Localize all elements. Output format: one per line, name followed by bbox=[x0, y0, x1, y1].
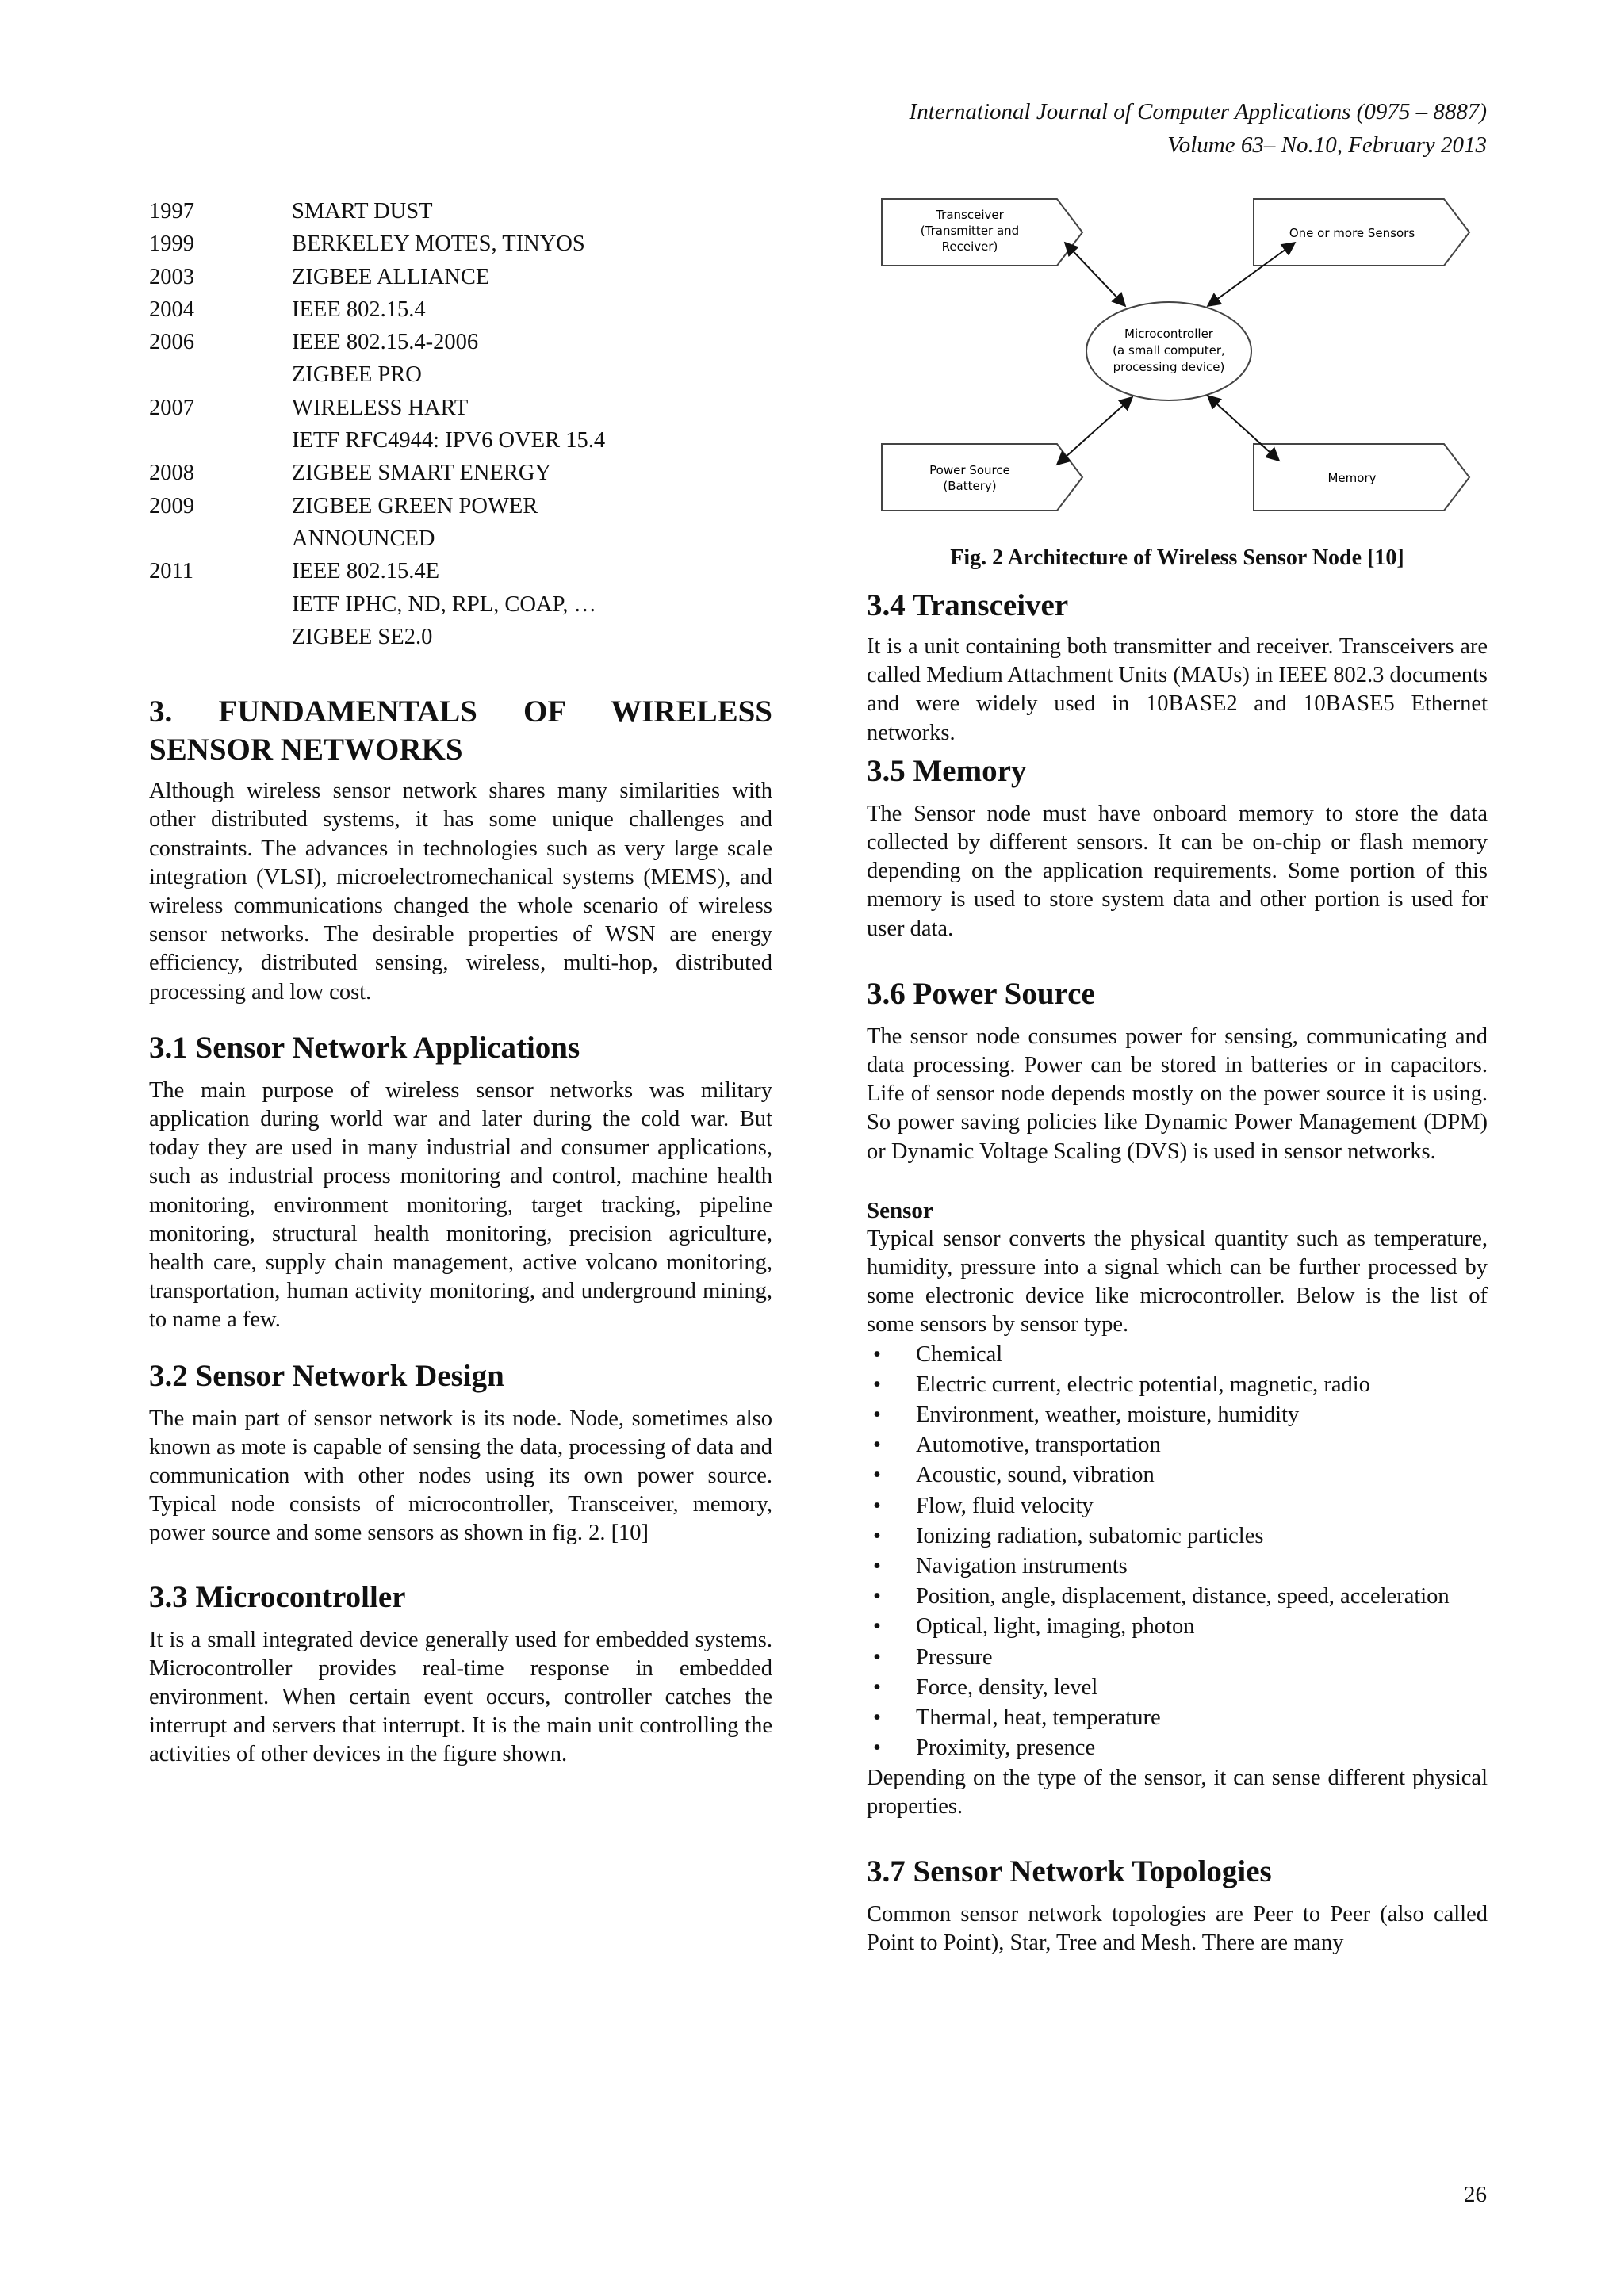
transceiver-box bbox=[882, 199, 1082, 266]
sensors-label: One or more Sensors bbox=[1289, 226, 1415, 240]
timeline-year: 2004 bbox=[149, 297, 194, 322]
sensor-list-item bbox=[867, 1491, 1488, 1521]
timeline-year bbox=[149, 621, 292, 653]
sensor-list-item bbox=[867, 1673, 1488, 1703]
timeline-event: IEEE 802.15.4E bbox=[292, 559, 440, 584]
timeline-year: 2007 bbox=[149, 395, 194, 420]
transceiver-label-2: (Transmitter and bbox=[920, 224, 1020, 238]
bullet-icon: • bbox=[873, 1341, 881, 1367]
section-3-5-title: 3.5 Memory bbox=[867, 753, 1027, 788]
microcontroller-label-1: Microcontroller bbox=[1124, 327, 1213, 341]
sensor-list-text: Pressure bbox=[916, 1644, 993, 1670]
timeline-row bbox=[149, 555, 772, 587]
arrow-transceiver-microcontroller bbox=[1065, 243, 1125, 306]
timeline-row bbox=[149, 228, 772, 260]
timeline-year bbox=[149, 588, 292, 621]
timeline-row bbox=[149, 621, 772, 653]
sensor-list-text: Flow, fluid velocity bbox=[916, 1493, 1094, 1518]
timeline-row bbox=[149, 326, 772, 358]
timeline-event: ZIGBEE PRO bbox=[292, 362, 422, 388]
timeline-event: IETF IPHC, ND, RPL, COAP, … bbox=[292, 591, 597, 617]
section-3-title-line1: 3. FUNDAMENTALS OF WIRELESS bbox=[149, 695, 772, 729]
sensor-list-text: Ionizing radiation, subatomic particles bbox=[916, 1523, 1264, 1548]
timeline-row bbox=[149, 588, 772, 621]
page-number: 26 bbox=[1464, 2182, 1487, 2207]
timeline-year: 1999 bbox=[149, 232, 194, 257]
sensor-list-item bbox=[867, 1370, 1488, 1400]
section-3-7-title: 3.7 Sensor Network Topologies bbox=[867, 1854, 1272, 1888]
section-3-6-body: The sensor node consumes power for sensing, communicating and data processing. Power can be stored in batteries or in capacitors. Life of sensor node depends mostly on the power source it is using. So power saving policies like Dynamic Power Management (DPM) or Dynamic Voltage Scaling (DVS) is used in sensor networks. bbox=[867, 1024, 1488, 1164]
timeline-year bbox=[149, 358, 292, 391]
timeline-event: WIRELESS HART bbox=[292, 395, 469, 420]
section-3-1-title: 3.1 Sensor Network Applications bbox=[149, 1030, 580, 1065]
bullet-icon: • bbox=[873, 1372, 881, 1397]
timeline-event: IEEE 802.15.4-2006 bbox=[292, 330, 479, 355]
sensor-list-item bbox=[867, 1733, 1488, 1763]
timeline-row bbox=[149, 522, 772, 555]
sensor-node-architecture-diagram bbox=[867, 195, 1488, 512]
microcontroller-ellipse bbox=[1086, 302, 1251, 400]
arrow-microcontroller-sensors bbox=[1208, 243, 1295, 306]
timeline-row bbox=[149, 195, 772, 228]
timeline-row bbox=[149, 293, 772, 326]
sensor-list-item bbox=[867, 1400, 1488, 1430]
sensors-box bbox=[1254, 199, 1469, 266]
section-3-6-title: 3.6 Power Source bbox=[867, 976, 1095, 1011]
timeline-row bbox=[149, 457, 772, 489]
section-3-3-title: 3.3 Microcontroller bbox=[149, 1579, 406, 1614]
sensor-list-text: Thermal, heat, temperature bbox=[916, 1705, 1161, 1731]
section-3-title-line2: SENSOR NETWORKS bbox=[149, 733, 463, 767]
power-source-label-1: Power Source bbox=[929, 463, 1010, 477]
timeline-row bbox=[149, 424, 772, 457]
timeline-year: 2009 bbox=[149, 493, 194, 519]
bullet-icon: • bbox=[873, 1493, 881, 1518]
figure-caption: Fig. 2 Architecture of Wireless Sensor Node [10] bbox=[950, 545, 1404, 570]
timeline-event: BERKELEY MOTES, TINYOS bbox=[292, 232, 585, 257]
bullet-icon: • bbox=[873, 1644, 881, 1670]
timeline-event: ANNOUNCED bbox=[292, 526, 435, 551]
timeline-event: IETF RFC4944: IPV6 OVER 15.4 bbox=[292, 428, 606, 453]
section-3-5-body: The Sensor node must have onboard memory to store the data collected by different sensors. It can be on-chip or flash memory depending on the application requirements. Some portion of this memory is used to store system data and other portion is used for user data. bbox=[867, 801, 1488, 941]
sensor-subheading: Sensor bbox=[867, 1197, 933, 1223]
arrow-microcontroller-memory bbox=[1208, 396, 1279, 461]
bullet-icon: • bbox=[873, 1402, 881, 1428]
timeline-row bbox=[149, 261, 772, 293]
timeline-event: ZIGBEE SMART ENERGY bbox=[292, 461, 552, 486]
bullet-icon: • bbox=[873, 1584, 881, 1609]
sensor-list-text: Proximity, presence bbox=[916, 1735, 1096, 1761]
sensor-list-item bbox=[867, 1521, 1488, 1552]
bullet-icon: • bbox=[873, 1735, 881, 1761]
timeline-row bbox=[149, 490, 772, 522]
section-3-3-body: It is a small integrated device generally used for embedded systems. Microcontroller provides real-time response in embedded environment. When certain event occurs, controller catches the interrupt and servers that interrupt. It is the main unit controlling the activities of other devices in the figure shown. bbox=[149, 1627, 772, 1767]
bullet-icon: • bbox=[873, 1433, 881, 1458]
timeline-row bbox=[149, 392, 772, 424]
sensor-list-item bbox=[867, 1430, 1488, 1460]
sensor-list-text: Environment, weather, moisture, humidity bbox=[916, 1402, 1300, 1428]
sensor-list-text: Navigation instruments bbox=[916, 1554, 1128, 1579]
bullet-icon: • bbox=[873, 1554, 881, 1579]
bullet-icon: • bbox=[873, 1463, 881, 1488]
sensor-list-text: Acoustic, sound, vibration bbox=[916, 1463, 1155, 1488]
timeline-table bbox=[149, 195, 772, 653]
sensor-list-item bbox=[867, 1703, 1488, 1733]
sensor-list-text: Optical, light, imaging, photon bbox=[916, 1614, 1195, 1640]
timeline-year: 1997 bbox=[149, 199, 194, 224]
timeline-row bbox=[149, 358, 772, 391]
sensor-list-text: Chemical bbox=[916, 1341, 1003, 1367]
transceiver-label-1: Transceiver bbox=[936, 208, 1004, 222]
sensor-list-text: Automotive, transportation bbox=[916, 1433, 1161, 1458]
arrow-microcontroller-power bbox=[1057, 397, 1132, 465]
timeline-event: ZIGBEE GREEN POWER bbox=[292, 493, 538, 519]
timeline-event: ZIGBEE SE2.0 bbox=[292, 624, 433, 649]
section-3-body: Although wireless sensor network shares many similarities with other distributed systems, it has some unique challenges and constraints. The advances in technologies such as very large scale integration (VLSI), microelectromechanical systems (MEMS), and wireless communications changed the whole scenario of wireless sensor networks. The desirable properties of WSN are energy efficiency, distributed sensing, wireless, multi-hop, distributed processing and low cost. bbox=[149, 779, 772, 1004]
running-header bbox=[910, 95, 1487, 162]
sensor-list-item bbox=[867, 1612, 1488, 1642]
microcontroller-label-3: processing device) bbox=[1113, 360, 1225, 374]
bullet-icon: • bbox=[873, 1705, 881, 1731]
section-3-4-title: 3.4 Transceiver bbox=[867, 588, 1069, 622]
timeline-year: 2003 bbox=[149, 264, 194, 289]
timeline-year bbox=[149, 522, 292, 555]
section-3-2-body: The main part of sensor network is its node. Node, sometimes also known as mote is capable of sensing the data, processing of data and communication with other nodes using its own power source. Typical node consists of microcontroller, Transceiver, memory, power source and some sensors as shown in fig. 2. [10] bbox=[149, 1406, 772, 1546]
power-source-label-2: (Battery) bbox=[943, 479, 997, 493]
timeline-year: 2008 bbox=[149, 461, 194, 486]
right-column bbox=[867, 195, 1488, 1957]
sensor-list-text: Electric current, electric potential, magnetic, radio bbox=[916, 1372, 1370, 1397]
timeline-year: 2006 bbox=[149, 330, 194, 355]
timeline-event: SMART DUST bbox=[292, 199, 433, 224]
bullet-icon: • bbox=[873, 1614, 881, 1640]
memory-box bbox=[1254, 444, 1469, 511]
section-3-4-body: It is a unit containing both transmitter and receiver. Transceivers are called Medium Attachment Units (MAUs) in IEEE 802.3 documents and were widely used in 10BASE2 and 10BASE5 Ethernet networks. bbox=[867, 634, 1488, 745]
left-column bbox=[149, 195, 772, 1770]
sensor-type-list bbox=[867, 1340, 1488, 1764]
section-3-7-body: Common sensor network topologies are Peer to Peer (also called Point to Point), Star, Tree and Mesh. There are many bbox=[867, 1901, 1488, 1956]
transceiver-label-3: Receiver) bbox=[941, 239, 998, 254]
bullet-icon: • bbox=[873, 1523, 881, 1548]
bullet-icon: • bbox=[873, 1674, 881, 1700]
section-3-2-title: 3.2 Sensor Network Design bbox=[149, 1358, 504, 1393]
sensor-outro: Depending on the type of the sensor, it can sense different physical properties. bbox=[867, 1765, 1488, 1819]
sensor-intro: Typical sensor converts the physical quantity such as temperature, humidity, pressure into a signal which can be further processed by some electronic device like microcontroller. Below is the list of some sensors by sensor type. bbox=[867, 1226, 1488, 1337]
power-source-box bbox=[882, 444, 1082, 511]
journal-title: International Journal of Computer Applications (0975 – 8887) bbox=[909, 99, 1487, 124]
timeline-event: IEEE 802.15.4 bbox=[292, 297, 426, 322]
sensor-list-item bbox=[867, 1582, 1488, 1612]
journal-volume: Volume 63– No.10, February 2013 bbox=[1167, 132, 1487, 158]
sensor-list-item bbox=[867, 1552, 1488, 1582]
memory-label: Memory bbox=[1327, 471, 1377, 485]
timeline-event: ZIGBEE ALLIANCE bbox=[292, 264, 490, 289]
sensor-list-text: Force, density, level bbox=[916, 1674, 1098, 1700]
section-3-1-body: The main purpose of wireless sensor networks was military application during world war and later during the cold war. But today they are used in many industrial and consumer applications, such as industrial process monitoring and control, machine health monitoring, environment monitoring, target tracking, pipeline monitoring, structural health monitoring, precision agriculture, health care, supply chain management, active volcano monitoring, transportation, human activity monitoring, and underground mining, to name a few. bbox=[149, 1077, 772, 1333]
timeline-year: 2011 bbox=[149, 559, 193, 584]
timeline-year bbox=[149, 424, 292, 457]
sensor-list-item bbox=[867, 1643, 1488, 1673]
sensor-list-text: Position, angle, displacement, distance, speed, acceleration bbox=[916, 1584, 1450, 1609]
sensor-list-item bbox=[867, 1340, 1488, 1370]
microcontroller-label-2: (a small computer, bbox=[1113, 343, 1225, 358]
sensor-list-item bbox=[867, 1460, 1488, 1490]
